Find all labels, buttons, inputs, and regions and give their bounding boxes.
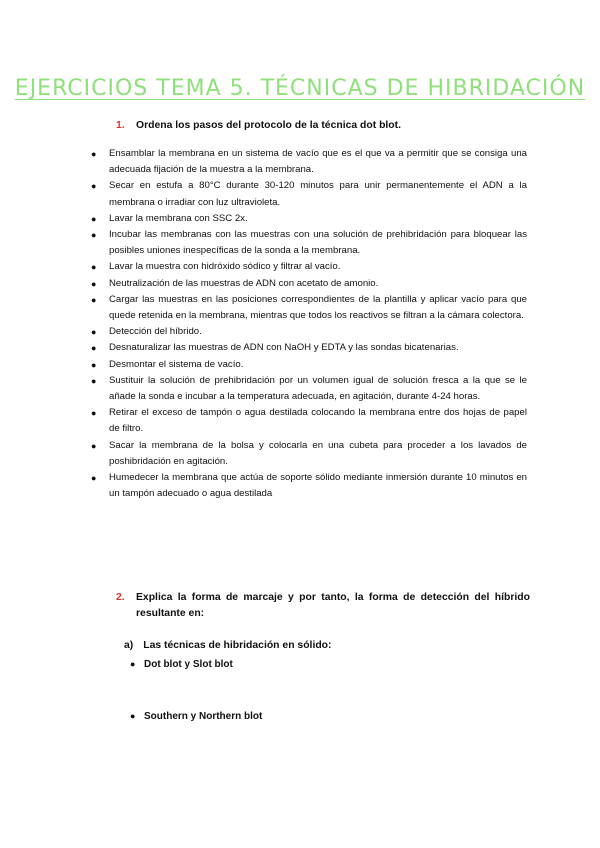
bullet-icon: ● <box>91 375 97 386</box>
bullet-icon: ● <box>91 294 97 305</box>
question-1 <box>90 118 530 134</box>
bullet-icon: ● <box>91 359 97 370</box>
subitem-dot-blot <box>124 659 233 670</box>
protocol-step-text: Desnaturalizar las muestras de ADN con NaOH y EDTA y las sondas bicatenarias. <box>109 342 459 354</box>
bullet-icon: ● <box>91 440 97 451</box>
bullet-icon: ● <box>91 278 97 289</box>
bullet-icon: ● <box>130 711 136 721</box>
subsection-a-label: a) <box>124 640 134 651</box>
protocol-step-text: Lavar la muestra con hidróxido sódico y filtrar al vacío. <box>109 261 341 273</box>
protocol-step <box>0 259 600 275</box>
bullet-icon: ● <box>91 181 97 192</box>
protocol-step <box>0 178 600 210</box>
protocol-step-text: Incubar las membranas con las muestras con una solución de prehibridación para bloquear las posibles uniones inespecíficas de la sonda a la membrana. <box>109 229 527 257</box>
protocol-step-text: Sacar la membrana de la bolsa y colocarla en una cubeta para proceder a los lavados de poshibridación en agitación. <box>109 439 527 467</box>
bullet-icon: ● <box>91 408 97 419</box>
protocol-step-text: Detección del híbrido. <box>109 326 202 338</box>
protocol-step-text: Ensamblar la membrana en un sistema de vacío que es el que va a permitir que se consiga una adecuada fijación de la muestra a la membrana. <box>109 148 527 176</box>
question-2-number: 2. <box>116 592 125 603</box>
question-1-number: 1. <box>116 120 125 131</box>
bullet-icon: ● <box>91 327 97 338</box>
protocol-step <box>0 438 600 470</box>
protocol-step-text: Sustituir la solución de prehibridación por un volumen igual de solución fresca a la que se le añade la sonda e incubar a la temperatura adecuada, en agitación, durante 4-24 horas. <box>109 374 527 403</box>
protocol-step <box>0 211 600 227</box>
bullet-icon: ● <box>91 262 97 273</box>
protocol-step <box>0 227 600 259</box>
protocol-step <box>0 276 600 292</box>
protocol-step <box>0 146 600 178</box>
protocol-step <box>0 405 600 437</box>
protocol-step-text: Secar en estufa a 80°C durante 30-120 minutos para unir permanentemente el ADN a la membrana o irradiar con luz ultravioleta. <box>109 180 527 208</box>
bullet-icon: ● <box>91 213 97 224</box>
protocol-step <box>0 292 600 324</box>
document-title: EJERCICIOS TEMA 5. TÉCNICAS DE HIBRIDACIÓN <box>14 76 586 101</box>
protocol-step <box>0 324 600 340</box>
protocol-step <box>0 470 600 502</box>
bullet-icon: ● <box>91 473 97 484</box>
bullet-icon: ● <box>91 149 97 159</box>
question-2 <box>90 590 530 622</box>
subitem-label: Dot blot y Slot blot <box>144 659 233 670</box>
protocol-step <box>0 357 600 373</box>
protocol-step-text: Retirar el exceso de tampón o agua destilada colocando la membrana entre dos hojas de papel de filtro. <box>109 407 527 435</box>
protocol-step-text: Neutralización de las muestras de ADN con acetato de amonio. <box>109 277 379 289</box>
subsection-a-text: Las técnicas de hibridación en sólido: <box>143 640 332 651</box>
protocol-step-text: Cargar las muestras en las posiciones correspondientes de la plantilla y aplicar vacío para que quede retenida en la membrana, mientras que todos los reactivos se filtran a la cámara colectora. <box>109 293 527 322</box>
protocol-step-text: Humedecer la membrana que actúa de soporte sólido mediante inmersión durante 10 minutos en un tampón adecuado o agua destilada <box>109 472 527 500</box>
subsection-a <box>124 640 331 651</box>
bullet-icon: ● <box>91 230 97 241</box>
subitem-southern-blot <box>124 711 262 722</box>
question-2-text: Explica la forma de marcaje y por tanto, la forma de detección del híbrido resultante en: <box>136 592 530 619</box>
protocol-steps-list <box>0 146 600 502</box>
protocol-step-text: Lavar la membrana con SSC 2x. <box>109 212 248 224</box>
protocol-step <box>0 373 600 405</box>
protocol-step-text: Desmontar el sistema de vacío. <box>109 358 244 370</box>
bullet-icon: ● <box>91 343 97 354</box>
question-1-text: Ordena los pasos del protocolo de la técnica dot blot. <box>136 120 402 131</box>
bullet-icon: ● <box>130 659 136 669</box>
subitem-label: Southern y Northern blot <box>144 711 263 722</box>
protocol-step <box>0 340 600 356</box>
